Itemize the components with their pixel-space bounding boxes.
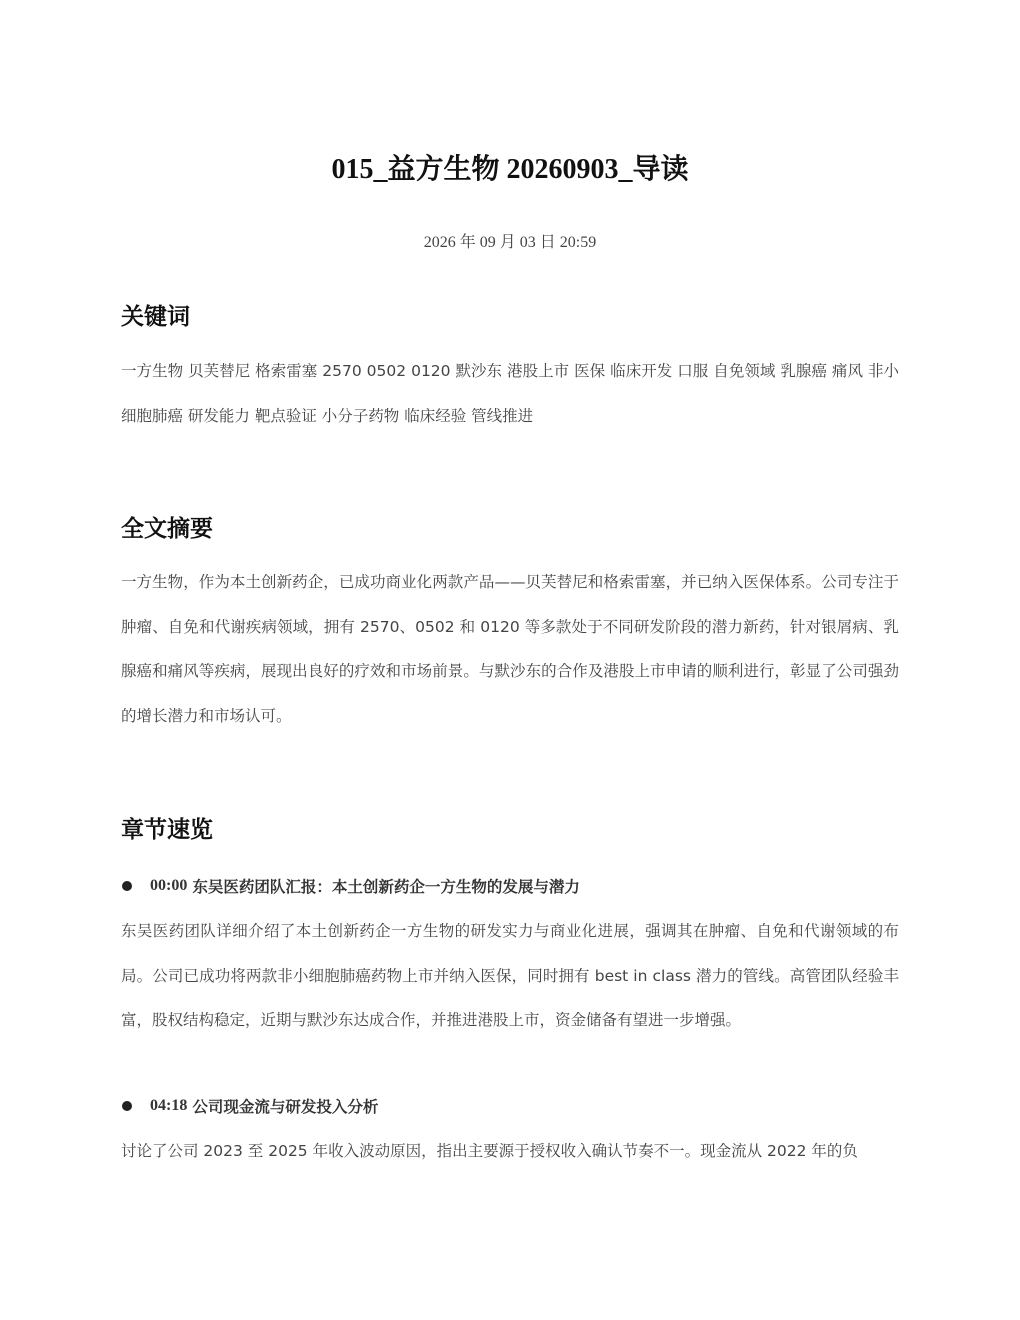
bullet-icon [122,881,132,891]
summary-text: 一方生物，作为本土创新药企，已成功商业化两款产品——贝芙替尼和格索雷塞，并已纳入医保体系。公司专注于肿瘤、自免和代谢疾病领域，拥有 2570、0502 和 0120 等多款处于不同研发阶段的潜力新药，针对银屑病、乳腺癌和痛风等疾病，展现出良好的疗效和市场前景。与默沙东的合作及港股上市申请的顺利进行，彰显了公司强劲的增长潜力和市场认可。 [121,573,899,725]
document-title: 015_益方生物 20260903_导读 [331,154,689,185]
keywords-text: 一方生物 贝芙替尼 格索雷塞 2570 0502 0120 默沙东 港股上市 医保 临床开发 口服 自免领域 乳腺癌 痛风 非小细胞肺癌 研发能力 靶点验证 小分子药物 临床经验 管线推进 [121,362,899,425]
chapter-item-heading [121,873,899,899]
chapter-timestamp: 00:00 [150,877,188,894]
chapter-timestamp: 04:18 [150,1097,188,1114]
chapter-summary-text: 讨论了公司 2023 至 2025 年收入波动原因，指出主要源于授权收入确认节奏不一。现金流从 2022 年的负 [121,1142,858,1160]
summary-heading: 全文摘要 [121,516,213,542]
document-date: 2026 年 09 月 03 日 20:59 [423,234,597,251]
chapter-title: 东吴医药团队汇报：本土创新药企一方生物的发展与潜力 [192,878,580,896]
keywords-heading: 关键词 [121,304,190,330]
chapters-heading: 章节速览 [121,817,213,843]
chapter-summary-text: 东吴医药团队详细介绍了本土创新药企一方生物的研发实力与商业化进展，强调其在肿瘤、自免和代谢领域的布局。公司已成功将两款非小细胞肺癌药物上市并纳入医保，同时拥有 best in class 潜力的管线。高管团队经验丰富，股权结构稳定，近期与默沙东达成合作，并推进港股上市，资金储备有望进一步增强。 [121,922,899,1029]
chapter-title: 公司现金流与研发投入分析 [192,1098,379,1116]
bullet-icon [122,1101,132,1111]
chapter-item-heading [121,1093,899,1119]
